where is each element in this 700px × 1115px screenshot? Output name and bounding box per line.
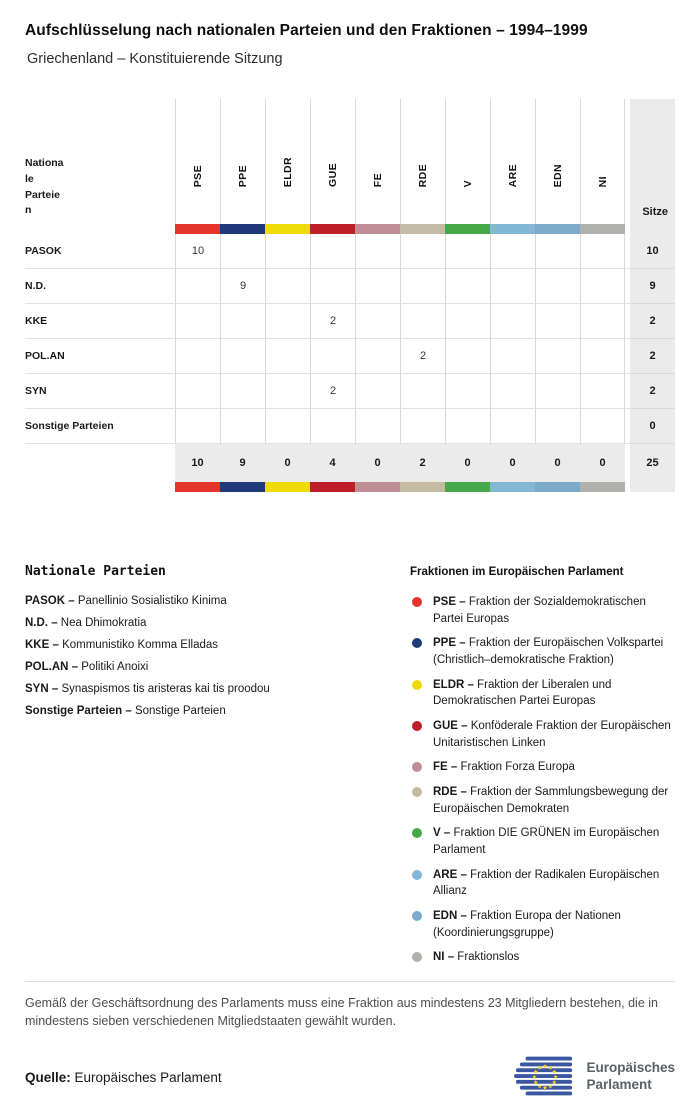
value-cell bbox=[175, 339, 220, 374]
seats-table bbox=[25, 99, 675, 492]
value-cell: 10 bbox=[175, 234, 220, 269]
value-cell bbox=[490, 374, 535, 409]
value-cell bbox=[220, 374, 265, 409]
value-cell bbox=[445, 234, 490, 269]
group-color-bar bbox=[445, 224, 490, 234]
party-label: PASOK bbox=[25, 234, 175, 269]
value-cell bbox=[580, 304, 625, 339]
footnote-divider bbox=[25, 981, 675, 982]
row-header-label: Nationale Parteien bbox=[25, 157, 64, 217]
group-color-dot bbox=[412, 721, 422, 731]
value-cell bbox=[265, 409, 310, 444]
party-legend-item: PASOK – Panellinio Sosialistiko Kinima bbox=[25, 595, 227, 607]
value-cell bbox=[535, 304, 580, 339]
value-cell bbox=[265, 304, 310, 339]
value-cell bbox=[220, 409, 265, 444]
group-header-pse: PSE bbox=[175, 99, 220, 224]
value-cell bbox=[445, 339, 490, 374]
value-cell bbox=[310, 269, 355, 304]
party-label: Sonstige Parteien bbox=[25, 409, 175, 444]
group-legend-item: EDN – Fraktion Europa der Nationen (Koordinierungsgruppe) bbox=[410, 908, 675, 941]
value-cell bbox=[175, 269, 220, 304]
value-cell bbox=[355, 339, 400, 374]
value-cell bbox=[445, 269, 490, 304]
value-cell bbox=[355, 374, 400, 409]
group-color-bar bbox=[310, 482, 355, 492]
value-cell bbox=[490, 409, 535, 444]
eu-parliament-logo bbox=[514, 1055, 675, 1099]
value-cell bbox=[490, 269, 535, 304]
value-cell bbox=[265, 374, 310, 409]
value-cell bbox=[445, 374, 490, 409]
party-label: SYN bbox=[25, 374, 175, 409]
total-seats: 25 bbox=[630, 444, 675, 482]
value-cell bbox=[445, 304, 490, 339]
group-color-bar bbox=[220, 482, 265, 492]
legends bbox=[25, 564, 675, 974]
seats-column-header: Sitze bbox=[630, 99, 675, 224]
value-cell bbox=[310, 339, 355, 374]
group-header-v: V bbox=[445, 99, 490, 224]
value-cell bbox=[400, 374, 445, 409]
seats-bar-cell bbox=[630, 224, 675, 234]
group-color-dot bbox=[412, 787, 422, 797]
value-cell bbox=[220, 339, 265, 374]
total-value: 0 bbox=[265, 444, 310, 482]
group-color-bar bbox=[265, 482, 310, 492]
value-cell bbox=[490, 339, 535, 374]
value-cell bbox=[580, 409, 625, 444]
group-color-bar bbox=[580, 482, 625, 492]
total-value: 0 bbox=[490, 444, 535, 482]
group-header-fe: FE bbox=[355, 99, 400, 224]
group-color-dot bbox=[412, 828, 422, 838]
party-label: N.D. bbox=[25, 269, 175, 304]
party-legend-item: N.D. – Nea Dhimokratia bbox=[25, 617, 147, 629]
group-color-bar bbox=[445, 482, 490, 492]
party-legend-item: KKE – Kommunistiko Komma Elladas bbox=[25, 639, 219, 651]
value-cell bbox=[310, 409, 355, 444]
value-cell bbox=[175, 304, 220, 339]
page-subtitle: Griechenland – Konstituierende Sitzung bbox=[27, 51, 283, 67]
value-cell bbox=[580, 339, 625, 374]
value-cell bbox=[355, 409, 400, 444]
group-color-dot bbox=[412, 762, 422, 772]
group-legend-item: PPE – Fraktion der Europäischen Volkspartei (Christlich–demokratische Fraktion) bbox=[410, 635, 675, 668]
seats-value: 0 bbox=[630, 409, 675, 444]
value-cell bbox=[400, 409, 445, 444]
total-value: 0 bbox=[445, 444, 490, 482]
total-value: 9 bbox=[220, 444, 265, 482]
party-label: POL.AN bbox=[25, 339, 175, 374]
value-cell bbox=[175, 409, 220, 444]
party-legend-item: SYN – Synaspismos tis aristeras kai tis proodou bbox=[25, 683, 270, 695]
groups-legend bbox=[410, 564, 675, 974]
seats-bar-cell bbox=[630, 482, 675, 492]
value-cell: 2 bbox=[310, 304, 355, 339]
seats-value: 2 bbox=[630, 304, 675, 339]
group-color-bar bbox=[490, 224, 535, 234]
group-legend-item: NI – Fraktionslos bbox=[410, 949, 675, 966]
group-header-eldr: ELDR bbox=[265, 99, 310, 224]
group-color-bar bbox=[355, 224, 400, 234]
totals-row-spacer bbox=[25, 444, 175, 482]
group-legend-item: V – Fraktion DIE GRÜNEN im Europäischen Parlament bbox=[410, 825, 675, 858]
group-header-rde: RDE bbox=[400, 99, 445, 224]
logo-text: Europäisches Parlament bbox=[586, 1060, 675, 1092]
bar-row-spacer bbox=[25, 224, 175, 234]
value-cell bbox=[535, 339, 580, 374]
total-value: 4 bbox=[310, 444, 355, 482]
group-legend-item: ELDR – Fraktion der Liberalen und Demokratischen Partei Europas bbox=[410, 677, 675, 710]
value-cell bbox=[580, 374, 625, 409]
group-color-bar bbox=[535, 224, 580, 234]
value-cell bbox=[355, 269, 400, 304]
group-color-bar bbox=[355, 482, 400, 492]
group-color-dot bbox=[412, 911, 422, 921]
bottom-bar bbox=[25, 1055, 675, 1099]
group-color-dot bbox=[412, 638, 422, 648]
bar-row-spacer bbox=[25, 482, 175, 492]
value-cell bbox=[400, 234, 445, 269]
value-cell bbox=[220, 234, 265, 269]
seats-value: 9 bbox=[630, 269, 675, 304]
value-cell bbox=[490, 234, 535, 269]
group-color-bar bbox=[400, 482, 445, 492]
group-legend-item: RDE – Fraktion der Sammlungsbewegung der Europäischen Demokraten bbox=[410, 784, 675, 817]
value-cell bbox=[265, 234, 310, 269]
source-line: Quelle: Europäisches Parlament bbox=[25, 1069, 222, 1085]
group-color-bar bbox=[265, 224, 310, 234]
value-cell bbox=[445, 409, 490, 444]
parties-legend-heading: Nationale Parteien bbox=[25, 564, 166, 579]
group-header-ppe: PPE bbox=[220, 99, 265, 224]
group-color-bar bbox=[310, 224, 355, 234]
seats-value: 10 bbox=[630, 234, 675, 269]
group-color-dot bbox=[412, 597, 422, 607]
group-color-dot bbox=[412, 952, 422, 962]
footer bbox=[25, 981, 675, 1100]
value-cell bbox=[265, 339, 310, 374]
value-cell bbox=[580, 234, 625, 269]
value-cell bbox=[535, 409, 580, 444]
national-parties-legend bbox=[25, 564, 410, 974]
group-color-bar bbox=[175, 224, 220, 234]
group-legend-item: PSE – Fraktion der Sozialdemokratischen Partei Europas bbox=[410, 594, 675, 627]
value-cell bbox=[355, 234, 400, 269]
group-header-ni: NI bbox=[580, 99, 625, 224]
value-cell bbox=[400, 304, 445, 339]
footnote-text: Gemäß der Geschäftsordnung des Parlaments muss eine Fraktion aus mindestens 23 Mitgliedern bestehen, die in mindestens sieben verschiedenen Mitgliedstaaten gewählt wurden. bbox=[25, 995, 658, 1029]
group-color-dot bbox=[412, 870, 422, 880]
total-value: 2 bbox=[400, 444, 445, 482]
value-cell bbox=[490, 304, 535, 339]
value-cell bbox=[535, 234, 580, 269]
value-cell bbox=[580, 269, 625, 304]
party-legend-item: POL.AN – Politiki Anoixi bbox=[25, 661, 149, 673]
group-header-gue: GUE bbox=[310, 99, 355, 224]
value-cell bbox=[310, 234, 355, 269]
seats-value: 2 bbox=[630, 339, 675, 374]
group-color-bar bbox=[535, 482, 580, 492]
group-legend-item: GUE – Konföderale Fraktion der Europäischen Unitaristischen Linken bbox=[410, 718, 675, 751]
party-legend-item: Sonstige Parteien – Sonstige Parteien bbox=[25, 705, 226, 717]
seats-value: 2 bbox=[630, 374, 675, 409]
group-legend-item: FE – Fraktion Forza Europa bbox=[410, 759, 675, 776]
group-legend-item: ARE – Fraktion der Radikalen Europäischen Allianz bbox=[410, 867, 675, 900]
eu-flag-icon bbox=[514, 1055, 576, 1099]
group-color-bar bbox=[580, 224, 625, 234]
total-value: 0 bbox=[580, 444, 625, 482]
party-label: KKE bbox=[25, 304, 175, 339]
value-cell bbox=[535, 374, 580, 409]
value-cell bbox=[175, 374, 220, 409]
group-header-are: ARE bbox=[490, 99, 535, 224]
value-cell: 2 bbox=[310, 374, 355, 409]
value-cell bbox=[265, 269, 310, 304]
value-cell: 9 bbox=[220, 269, 265, 304]
total-value: 0 bbox=[535, 444, 580, 482]
group-color-bar bbox=[400, 224, 445, 234]
group-color-dot bbox=[412, 680, 422, 690]
value-cell bbox=[400, 269, 445, 304]
group-color-bar bbox=[490, 482, 535, 492]
page-title: Aufschlüsselung nach nationalen Parteien und den Fraktionen – 1994–1999 bbox=[25, 22, 588, 39]
value-cell: 2 bbox=[400, 339, 445, 374]
value-cell bbox=[535, 269, 580, 304]
total-value: 10 bbox=[175, 444, 220, 482]
group-header-edn: EDN bbox=[535, 99, 580, 224]
group-color-bar bbox=[175, 482, 220, 492]
group-color-bar bbox=[220, 224, 265, 234]
total-value: 0 bbox=[355, 444, 400, 482]
value-cell bbox=[220, 304, 265, 339]
groups-legend-heading: Fraktionen im Europäischen Parlament bbox=[410, 566, 624, 578]
value-cell bbox=[355, 304, 400, 339]
